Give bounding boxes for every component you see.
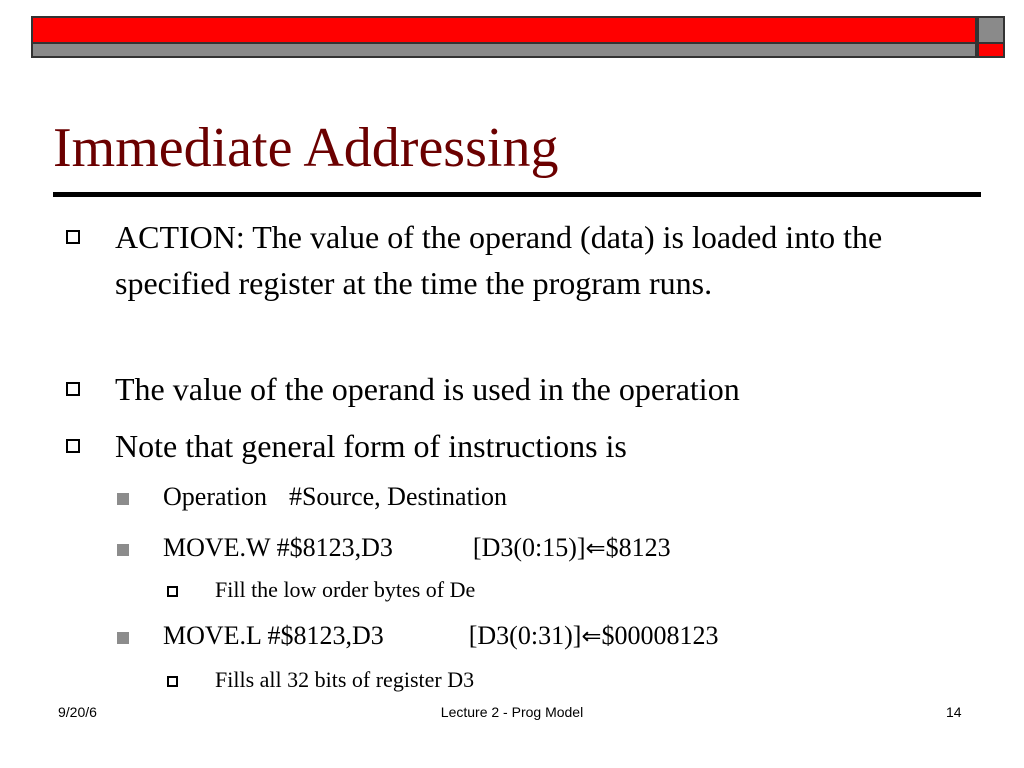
filled-square-bullet-icon: [117, 544, 129, 556]
sub-sub-bullet-32-bits: [215, 666, 474, 694]
form-operation: Operation: [163, 482, 267, 511]
hollow-square-bullet-icon: [66, 439, 80, 453]
filled-square-bullet-icon: [117, 632, 129, 644]
sub-bullet-form: [163, 481, 507, 513]
hollow-square-bullet-icon: [66, 382, 80, 396]
footer-date: 9/20/6: [58, 704, 97, 720]
value-move-w: $8123: [605, 533, 671, 562]
footer-title: Lecture 2 - Prog Model: [440, 704, 584, 720]
form-operands: #Source, Destination: [288, 482, 508, 511]
bullet-operand-used: [115, 366, 955, 412]
filled-square-bullet-icon: [117, 493, 129, 505]
bullet-action: [115, 214, 955, 306]
dest-move-l: [D3(0:31)]: [468, 621, 582, 650]
hollow-square-bullet-icon: [66, 230, 80, 244]
bullet-text: The value of the operand is used in the operation: [115, 371, 740, 407]
left-arrow-icon: ⇐: [585, 534, 606, 562]
bullet-text: ACTION: The value of the operand (data) is loaded into the specified register at the time the program runs.: [115, 219, 883, 301]
sub-sub-text: Fill the low order bytes of De: [215, 577, 476, 602]
instruction-move-w: MOVE.W #$8123,D3: [163, 533, 393, 562]
hollow-square-bullet-icon: [167, 676, 178, 687]
bullet-text: Note that general form of instructions is: [115, 428, 627, 464]
sub-bullet-move-w: [163, 532, 671, 564]
sub-bullet-move-l: [163, 620, 719, 652]
sub-sub-bullet-low-order: [215, 576, 475, 604]
slide-title: Immediate Addressing: [53, 117, 559, 179]
footer-page-number: 14: [946, 704, 962, 720]
value-move-l: $00008123: [601, 621, 719, 650]
sub-sub-text: Fills all 32 bits of register D3: [215, 667, 475, 692]
left-arrow-icon: ⇐: [581, 622, 602, 650]
bullet-general-form: [115, 423, 955, 469]
instruction-move-l: MOVE.L #$8123,D3: [163, 621, 384, 650]
dest-move-w: [D3(0:15)]: [472, 533, 586, 562]
hollow-square-bullet-icon: [167, 586, 178, 597]
